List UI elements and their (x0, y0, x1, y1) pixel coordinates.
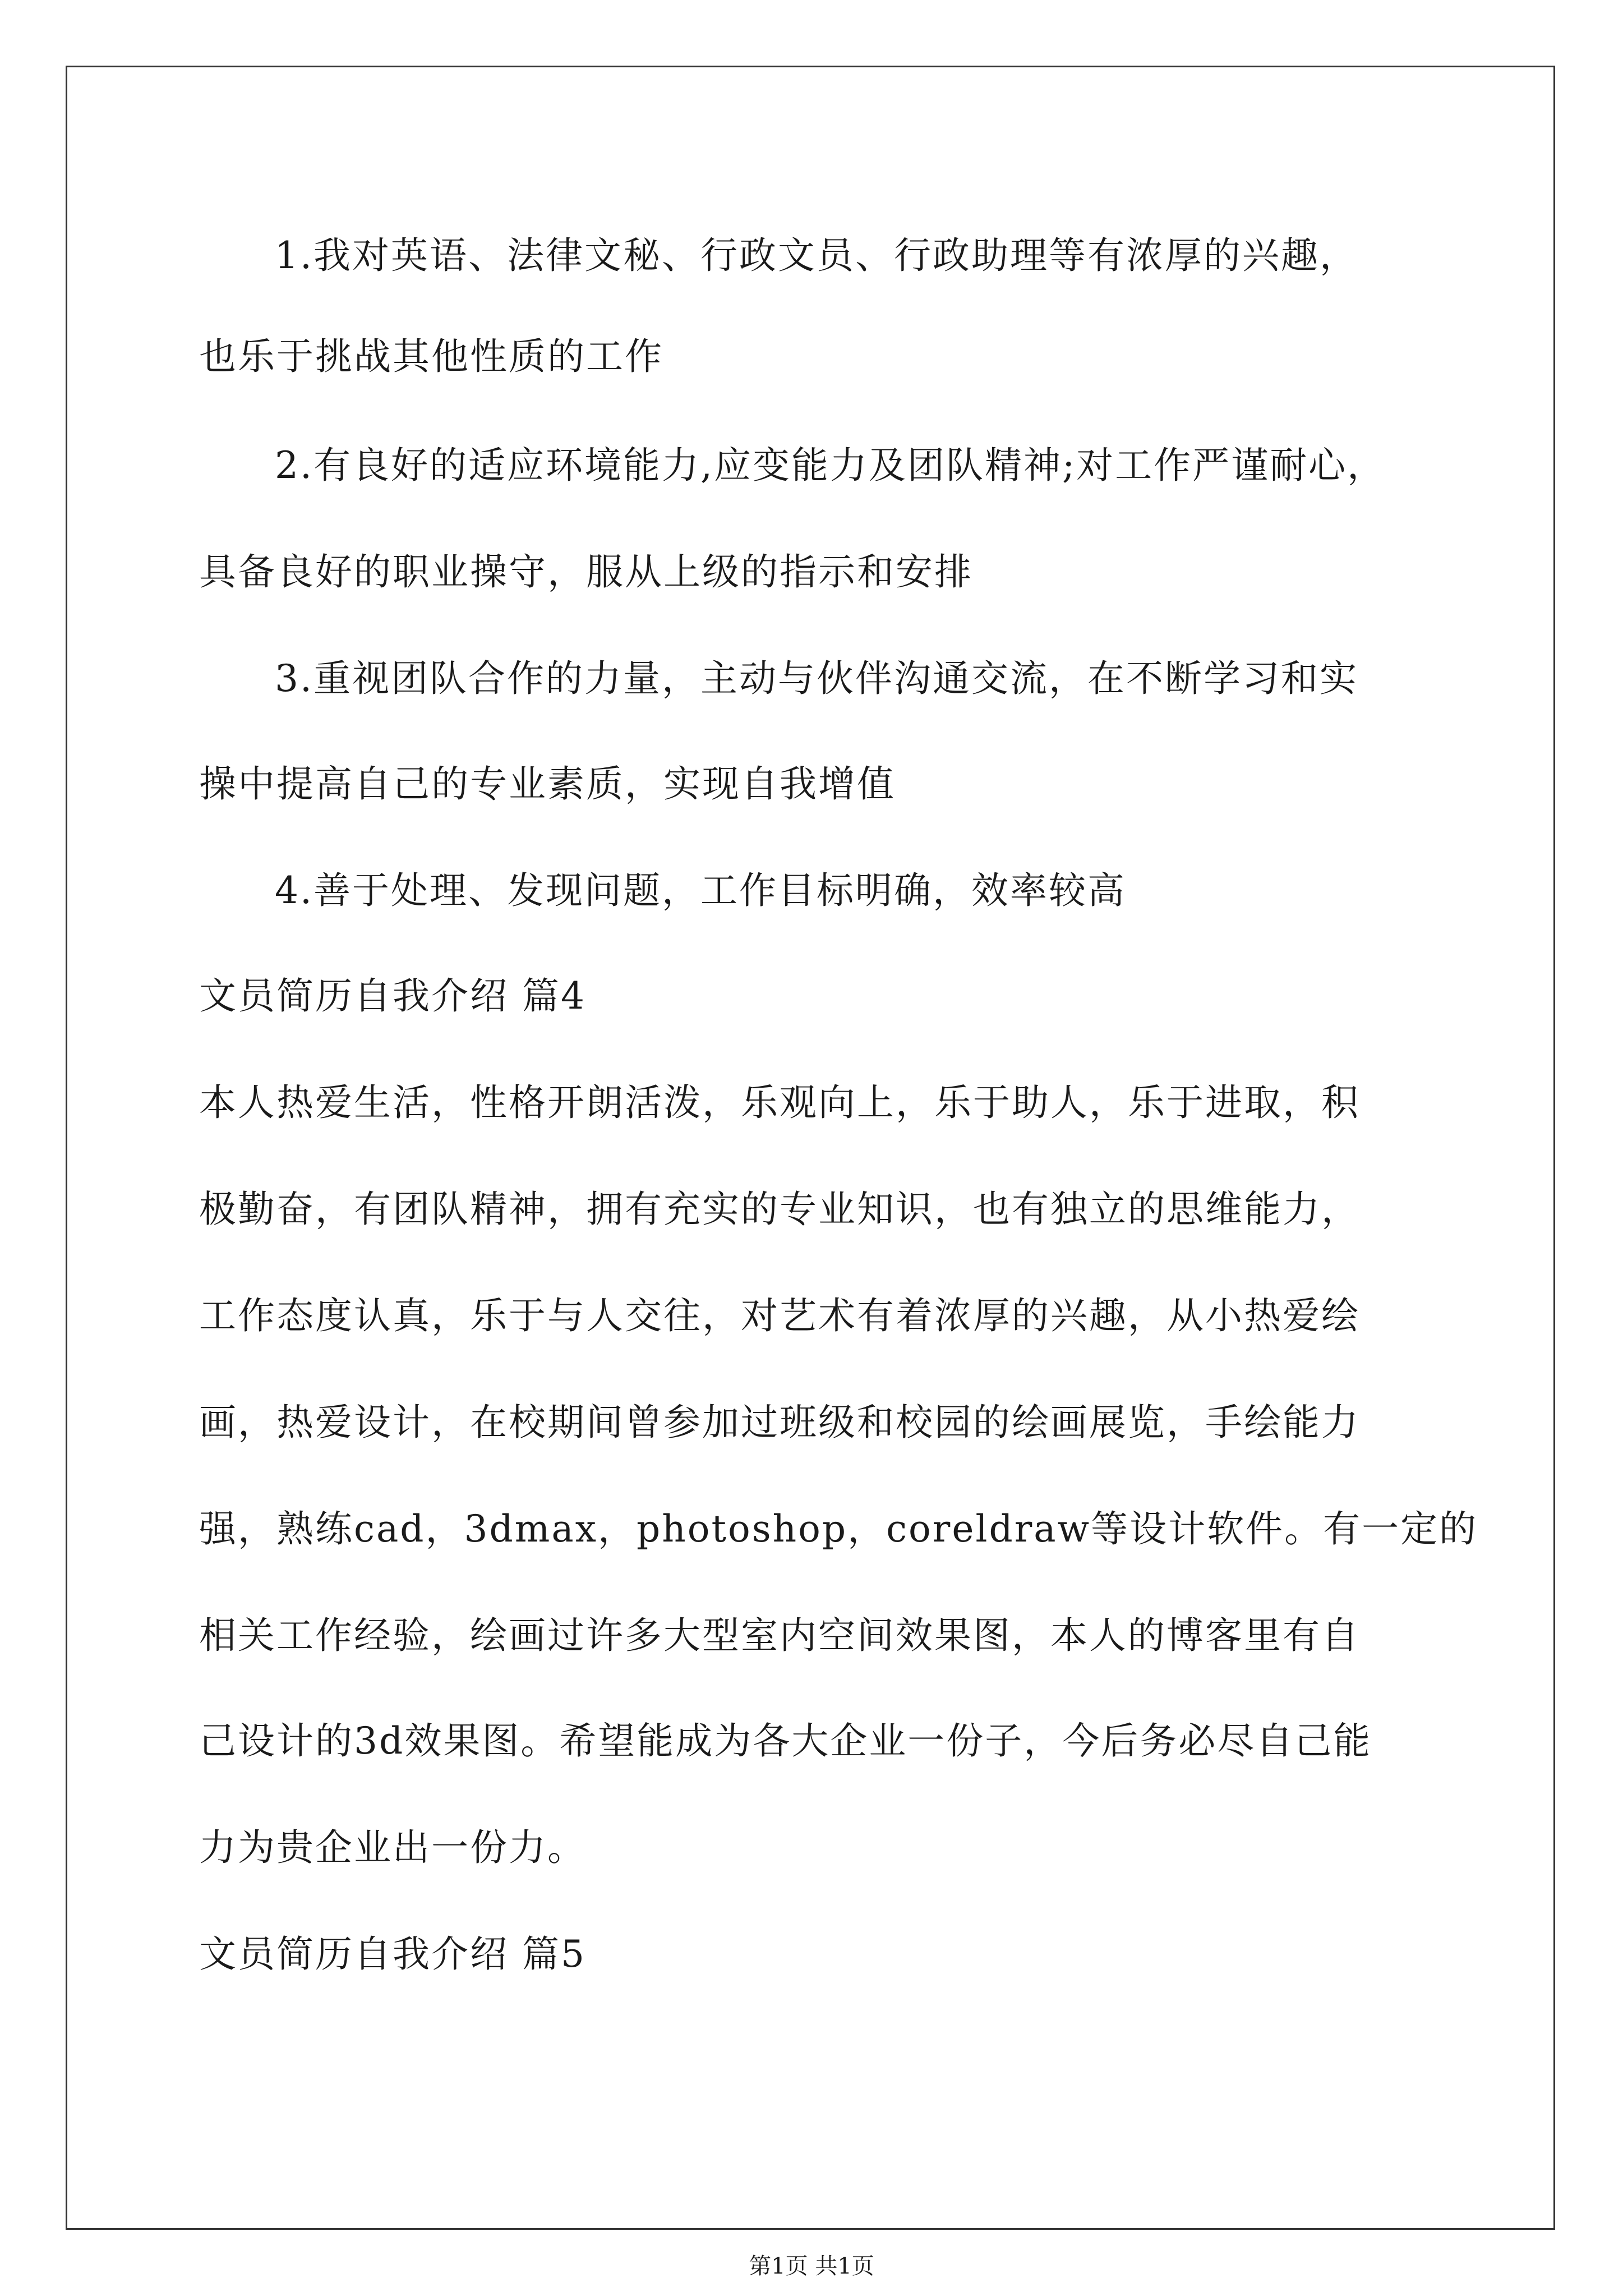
list-item-4: 4.善于处理、发现问题，工作目标明确，效率较高 (275, 869, 1126, 912)
body-line: 极勤奋，有团队精神，拥有充实的专业知识，也有独立的思维能力， (199, 1188, 1360, 1231)
body-line: 本人热爱生活，性格开朗活泼，乐观向上，乐于助人，乐于进取，积 (199, 1081, 1360, 1124)
page-number: 第1页 共1页 (749, 2253, 874, 2279)
body-line: 画，热爱设计，在校期间曾参加过班级和校园的绘画展览，手绘能力 (199, 1401, 1360, 1444)
section-heading-5: 文员简历自我介绍 篇5 (199, 1932, 586, 1976)
body-line: 己设计的3d效果图。希望能成为各大企业一份子，今后务必尽自己能 (199, 1719, 1372, 1763)
list-item-3: 3.重视团队合作的力量，主动与伙伴沟通交流，在不断学习和实 (275, 657, 1358, 700)
body-line: 力为贵企业出一份力。 (199, 1826, 586, 1869)
body-line: 相关工作经验，绘画过许多大型室内空间效果图，本人的博客里有自 (199, 1614, 1360, 1657)
list-item-1-continued: 也乐于挑战其他性质的工作 (199, 335, 663, 378)
body-line: 强，熟练cad，3dmax，photoshop，coreldraw等设计软件。有一定的 (199, 1507, 1478, 1550)
page-border (66, 66, 1555, 2230)
list-item-2-continued: 具备良好的职业操守，服从上级的指示和安排 (199, 550, 973, 593)
list-item-3-continued: 操中提高自己的专业素质，实现自我增值 (199, 762, 896, 806)
list-item-2: 2.有良好的适应环境能力,应变能力及团队精神;对工作严谨耐心， (275, 444, 1386, 487)
list-item-1: 1.我对英语、法律文秘、行政文员、行政助理等有浓厚的兴趣， (275, 234, 1358, 277)
body-line: 工作态度认真，乐于与人交往，对艺术有着浓厚的兴趣，从小热爱绘 (199, 1294, 1360, 1337)
section-heading-4: 文员简历自我介绍 篇4 (199, 974, 586, 1018)
